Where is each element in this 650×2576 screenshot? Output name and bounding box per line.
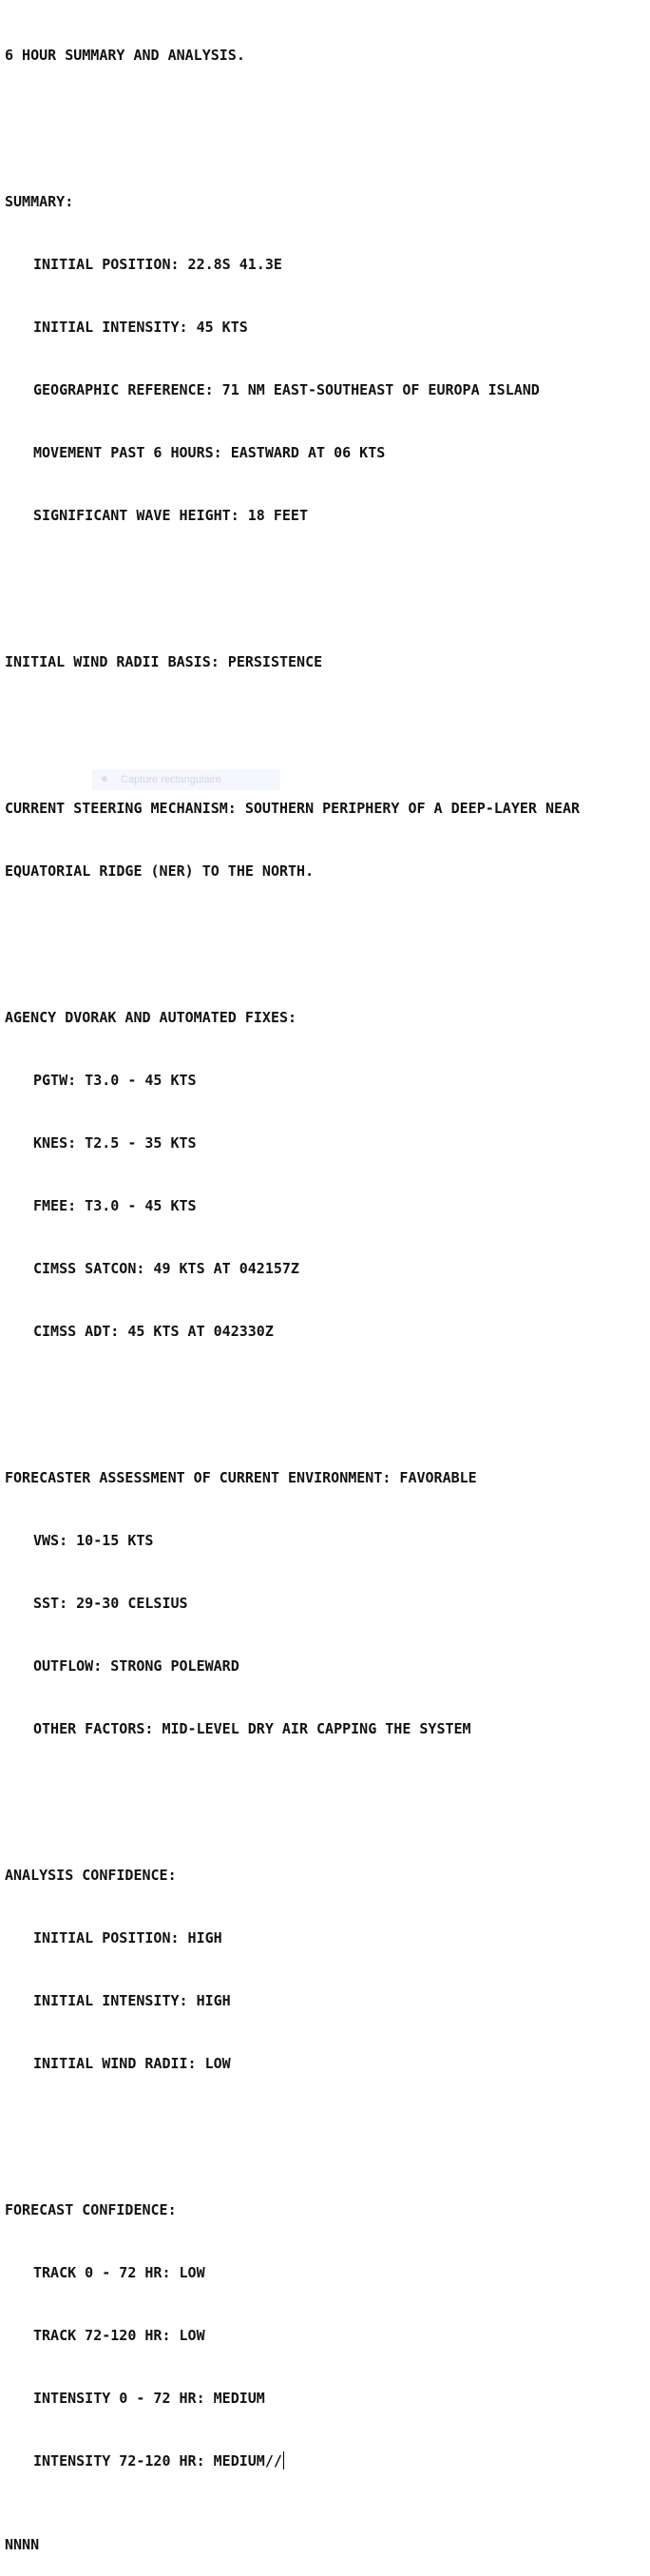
capture-tooltip-label: Capture rectangulaire xyxy=(121,774,221,785)
blank-line xyxy=(5,1384,580,1404)
summary-geographic-reference: GEOGRAPHIC REFERENCE: 71 NM EAST-SOUTHEAST OF EUROPA ISLAND xyxy=(33,381,540,398)
wind-radii-basis: INITIAL WIND RADII BASIS: PERSISTENCE xyxy=(5,653,323,670)
summary-heading: SUMMARY: xyxy=(5,193,74,210)
steering-line-2: EQUATORIAL RIDGE (NER) TO THE NORTH. xyxy=(5,862,315,880)
analysis-confidence-wind-radii: INITIAL WIND RADII: LOW xyxy=(33,2055,231,2072)
dvorak-fix-satcon: CIMSS SATCON: 49 KTS AT 042157Z xyxy=(33,1260,299,1277)
environment-heading: FORECASTER ASSESSMENT OF CURRENT ENVIRONMENT: FAVORABLE xyxy=(5,1469,477,1486)
blank-line xyxy=(5,923,580,944)
summary-initial-position: INITIAL POSITION: 22.8S 41.3E xyxy=(33,256,282,273)
dvorak-fix-pgtw: PGTW: T3.0 - 45 KTS xyxy=(33,1072,197,1089)
summary-movement: MOVEMENT PAST 6 HOURS: EASTWARD AT 06 KTS xyxy=(33,444,386,461)
analysis-confidence-position: INITIAL POSITION: HIGH xyxy=(33,1929,222,1947)
blank-line xyxy=(5,107,580,128)
forecast-confidence-track-0-72: TRACK 0 - 72 HR: LOW xyxy=(33,2264,205,2281)
blank-line xyxy=(5,2116,580,2137)
environment-sst: SST: 29-30 CELSIUS xyxy=(33,1595,188,1612)
snip-icon xyxy=(102,776,107,782)
end-marker: NNNN xyxy=(5,2536,40,2553)
analysis-confidence-intensity: INITIAL INTENSITY: HIGH xyxy=(33,1992,231,2009)
bulletin-text[interactable] xyxy=(5,3,580,2576)
dvorak-fix-fmee: FMEE: T3.0 - 45 KTS xyxy=(33,1197,197,1214)
blank-line xyxy=(5,1781,580,1802)
environment-vws: VWS: 10-15 KTS xyxy=(33,1532,154,1549)
steering-line-1: CURRENT STEERING MECHANISM: SOUTHERN PERIPHERY OF A DEEP-LAYER NEAR xyxy=(5,800,581,817)
bulletin-title: 6 HOUR SUMMARY AND ANALYSIS. xyxy=(5,47,245,64)
environment-outflow: OUTFLOW: STRONG POLEWARD xyxy=(33,1657,239,1675)
blank-line xyxy=(5,714,580,735)
summary-initial-intensity: INITIAL INTENSITY: 45 KTS xyxy=(33,319,248,336)
analysis-confidence-heading: ANALYSIS CONFIDENCE: xyxy=(5,1867,177,1884)
forecast-confidence-intensity-72-120-text: INTENSITY 72-120 HR: MEDIUM// xyxy=(33,2452,282,2469)
dvorak-fix-adt: CIMSS ADT: 45 KTS AT 042330Z xyxy=(33,1323,274,1340)
dvorak-fix-knes: KNES: T2.5 - 35 KTS xyxy=(33,1134,197,1152)
capture-tooltip xyxy=(92,769,280,790)
forecast-confidence-track-72-120: TRACK 72-120 HR: LOW xyxy=(33,2327,205,2344)
forecast-confidence-intensity-72-120 xyxy=(5,2450,580,2471)
blank-line xyxy=(5,568,580,589)
dvorak-heading: AGENCY DVORAK AND AUTOMATED FIXES: xyxy=(5,1009,297,1026)
summary-wave-height: SIGNIFICANT WAVE HEIGHT: 18 FEET xyxy=(33,507,308,524)
text-cursor xyxy=(283,2451,284,2469)
forecast-confidence-intensity-0-72: INTENSITY 0 - 72 HR: MEDIUM xyxy=(33,2390,265,2407)
environment-other-factors: OTHER FACTORS: MID-LEVEL DRY AIR CAPPING THE SYSTEM xyxy=(33,1720,471,1737)
forecast-confidence-heading: FORECAST CONFIDENCE: xyxy=(5,2201,177,2218)
